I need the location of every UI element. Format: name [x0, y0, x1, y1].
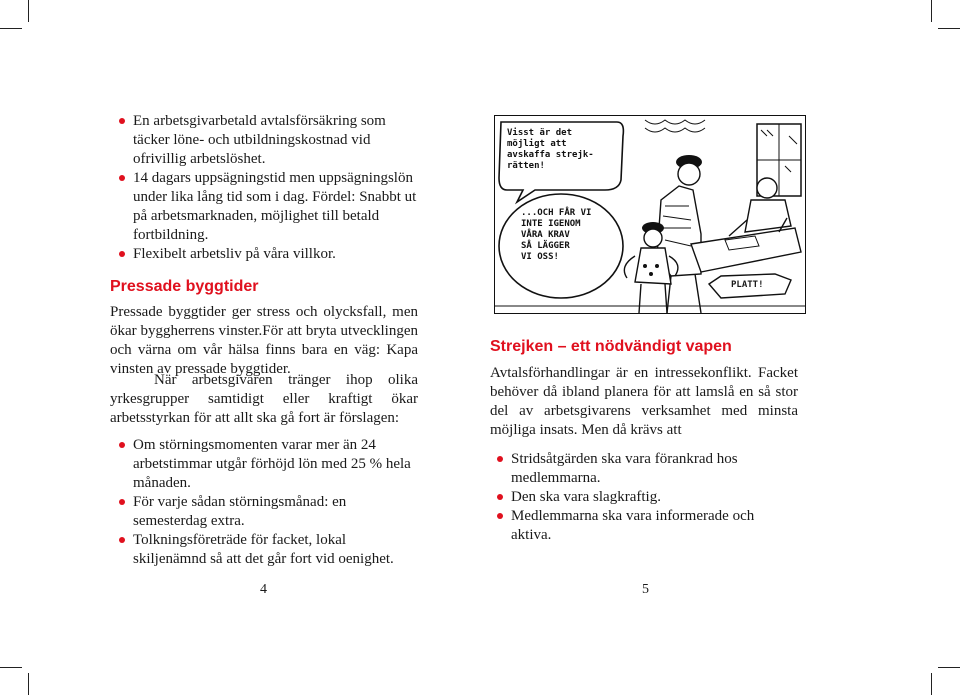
bullet-icon	[497, 456, 503, 462]
section-heading-strejken: Strejken – ett nödvändigt vapen	[490, 338, 732, 355]
left-bottom-bullet-list	[119, 436, 419, 569]
list-item: Tolkningsföreträde för facket, lokal skiljenämnd så att det går fort vid oenighet.	[119, 531, 419, 569]
speech-bubble-text: Visst är det möjligt att avskaffa strejk- rätten!	[507, 128, 594, 171]
crop-mark	[28, 673, 29, 695]
paragraph: När arbetsgivaren tränger ihop olika yrkesgrupper samtidigt eller kraftigt ökar arbetsstyrkan för att allt ska gå fort är förslagen:	[110, 372, 418, 426]
crop-mark	[0, 667, 22, 668]
right-bullet-list	[497, 450, 797, 545]
bullet-icon	[119, 442, 125, 448]
paragraph: Avtalsförhandlingar är en intressekonflikt. Facket behöver då ibland planera för att lamslå en så stor del av arbetsgivarens verksamhet med minsta möjliga insats. Men då krävs att	[490, 365, 798, 438]
crop-mark	[28, 0, 29, 22]
section-heading-pressade-byggtider: Pressade byggtider	[110, 278, 259, 295]
crop-mark	[938, 28, 960, 29]
bullet-icon	[119, 118, 125, 124]
list-item: Flexibelt arbetsliv på våra villkor.	[119, 245, 419, 264]
sound-effect-text: PLATT!	[731, 280, 764, 290]
crop-mark	[0, 28, 22, 29]
bullet-icon	[119, 251, 125, 257]
list-item: Stridsåtgärden ska vara förankrad hos medlemmarna.	[497, 450, 797, 488]
crop-mark	[931, 0, 932, 22]
cartoon-illustration	[494, 115, 806, 314]
bullet-icon	[119, 499, 125, 505]
speech-bubble-text: ...OCH FÅR VI INTE IGENOM VÅRA KRAV SÅ LÄGGER VI OSS!	[521, 208, 592, 262]
list-item: Om störningsmomenten varar mer än 24 arbetstimmar utgår förhöjd lön med 25 % hela månaden.	[119, 436, 419, 493]
crop-mark	[938, 667, 960, 668]
page-number-right: 5	[642, 582, 649, 597]
list-item: 14 dagars uppsägningstid men uppsägningslön under lika lång tid som i dag. Fördel: Snabbt ut på arbetsmarknaden, möjlighet till betald fortbildning.	[119, 169, 419, 245]
bullet-icon	[119, 537, 125, 543]
page-number-left: 4	[260, 582, 267, 597]
bullet-icon	[119, 175, 125, 181]
crop-mark	[931, 673, 932, 695]
list-item: Medlemmarna ska vara informerade och aktiva.	[497, 507, 797, 545]
bullet-icon	[497, 494, 503, 500]
list-item: Den ska vara slagkraftig.	[497, 488, 797, 507]
paragraph: Pressade byggtider ger stress och olycksfall, men ökar byggherrens vinster.För att bryta utvecklingen och värna om vår hälsa finns bara en väg: Kapa vinsten av pressade byggtider.	[110, 304, 418, 377]
list-item: För varje sådan störningsmånad: en semesterdag extra.	[119, 493, 419, 531]
left-top-bullet-list	[119, 112, 419, 264]
bullet-icon	[497, 513, 503, 519]
list-item: En arbetsgivarbetald avtalsförsäkring som täcker löne- och utbildningskostnad vid ofrivillig arbetslöshet.	[119, 112, 419, 169]
